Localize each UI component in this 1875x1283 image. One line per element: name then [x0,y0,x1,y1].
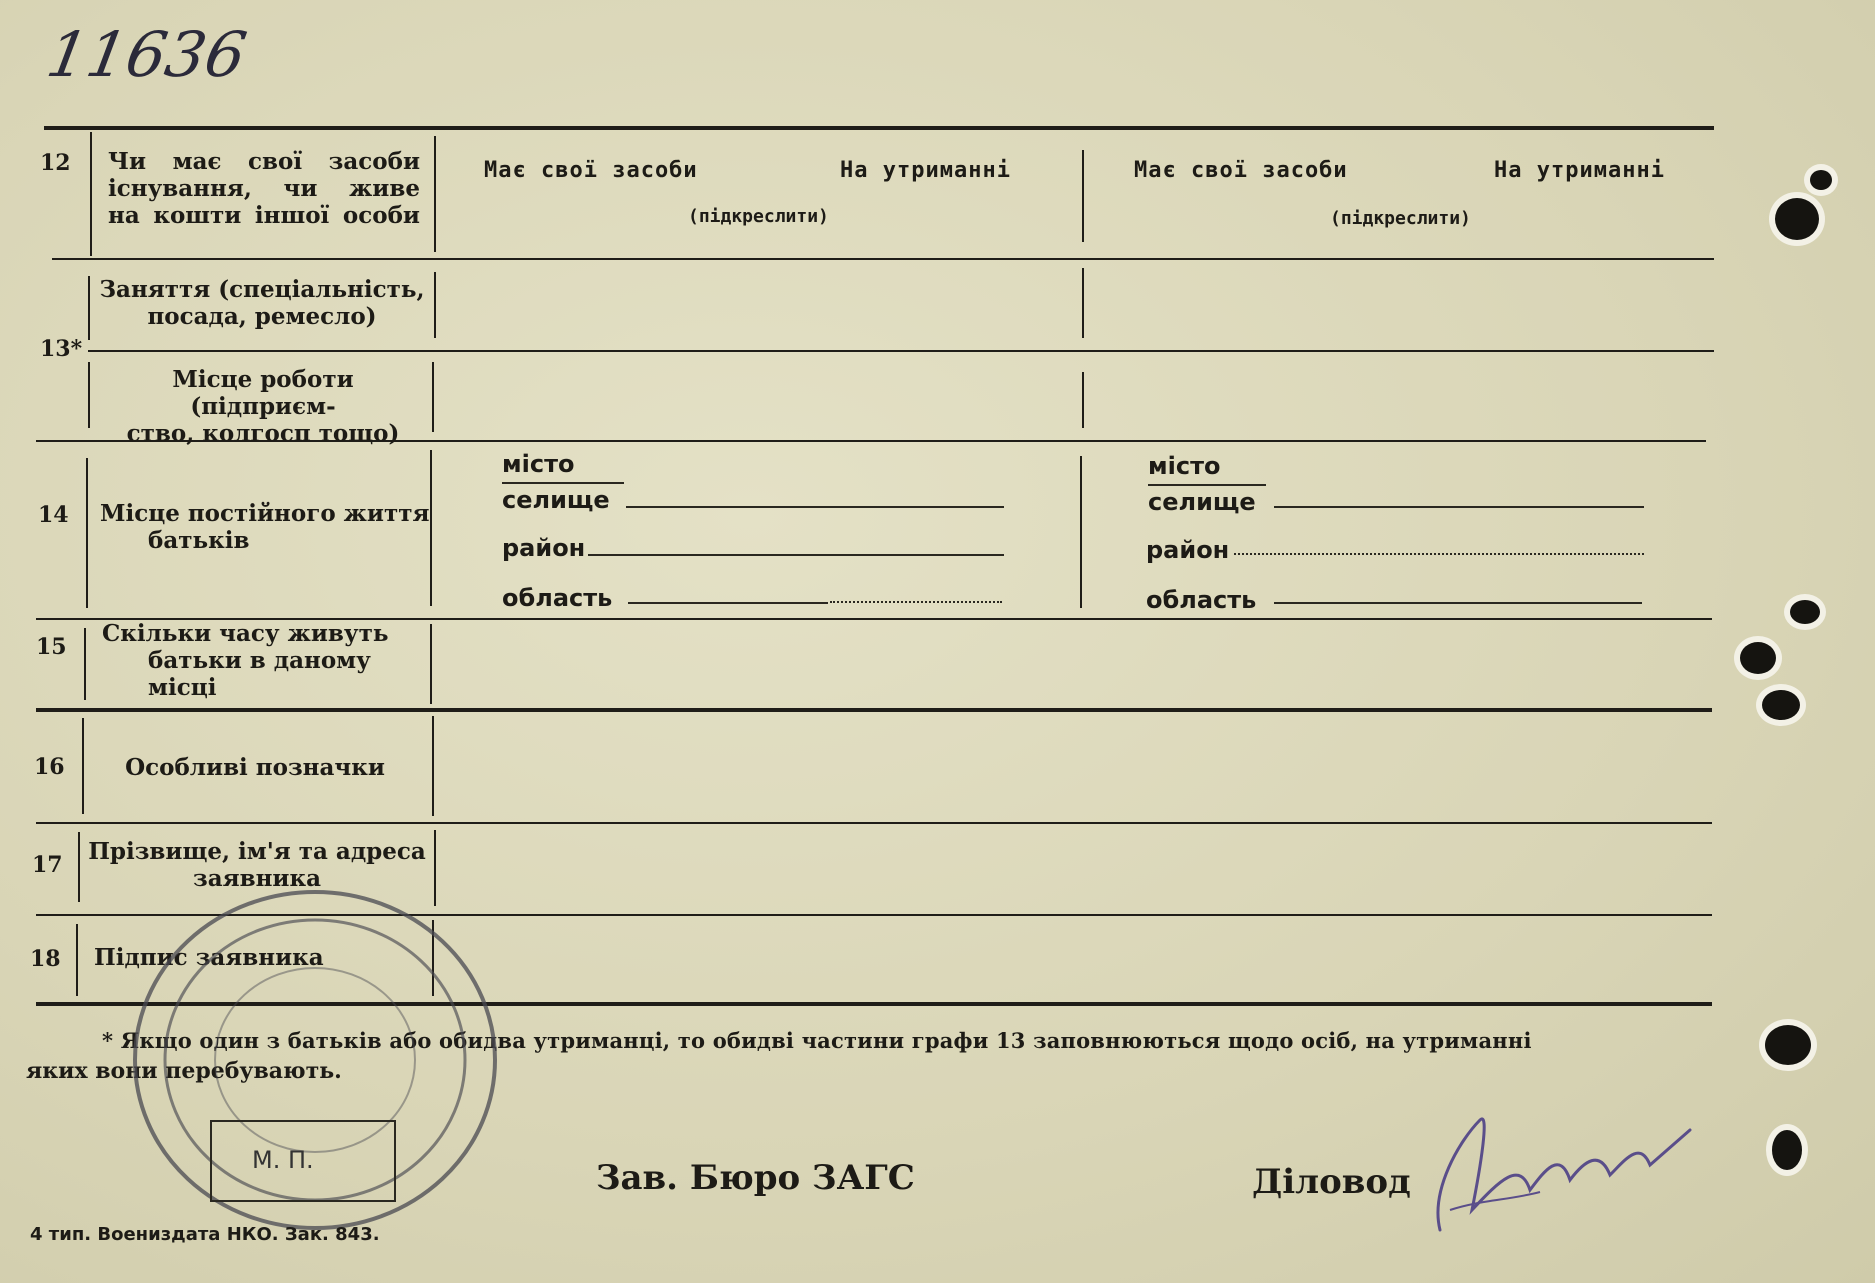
row-divider [36,822,1712,824]
option-own-means: Має свої засоби [1134,158,1348,183]
clerk-signature [1420,1080,1700,1250]
settlement-line [626,506,1004,508]
settlement-label: селище [1148,488,1256,516]
label-left-rule [86,458,88,608]
label-left-rule [88,362,90,428]
row-number-18: 18 [30,946,61,972]
region-line [1274,602,1642,604]
option-own-means: Має свої засоби [484,158,698,183]
label-left-rule [88,276,90,340]
district-label: район [1146,536,1230,564]
label-right-rule [432,362,434,432]
column-divider [1082,150,1084,242]
binder-hole [1765,1025,1811,1065]
underline-hint: (підкреслити) [688,206,829,227]
printer-note: 4 тип. Воениздата НКО. Зак. 843. [30,1224,380,1245]
handwritten-number: 11636 [41,18,252,91]
district-label: район [502,534,586,562]
label-left-rule [90,132,92,256]
label-left-rule [78,832,80,902]
underline-hint: (підкреслити) [1330,208,1471,229]
label-left-rule [76,924,78,996]
row-18-label: Підпис заявника [94,944,324,971]
table-top-rule [44,126,1714,130]
column-divider [1082,268,1084,338]
label-right-rule [432,716,434,816]
city-line [502,482,624,484]
row-number-12: 12 [40,150,71,176]
binder-hole [1790,600,1820,624]
label-right-rule [430,450,432,606]
footnote-line-2: яких вони перебувають. [26,1058,342,1084]
label-right-rule [434,136,436,252]
binder-hole [1772,1130,1802,1170]
clerk-label: Діловод [1252,1162,1411,1202]
label-right-rule [430,624,432,704]
column-divider [1080,456,1082,608]
binder-hole [1810,170,1832,190]
row-number-15: 15 [36,634,67,660]
region-label: область [1146,586,1257,614]
binder-hole [1762,690,1800,720]
binder-hole [1775,198,1819,240]
city-label: місто [1148,452,1221,480]
option-dependent: На утриманні [840,158,1011,183]
label-left-rule [84,628,86,700]
label-right-rule [434,272,436,338]
settlement-line [1274,506,1644,508]
region-line [830,601,1002,603]
stamp-box-label: М. П. [252,1146,314,1174]
row-17-label: Прізвище, ім'я та адреса заявника [88,838,426,892]
row-number-17: 17 [32,852,63,878]
label-left-rule [82,718,84,814]
city-label: місто [502,450,575,478]
row-14-label: Місце постійного життя батьків [100,500,430,554]
row-divider [36,708,1712,712]
column-divider [1082,372,1084,428]
row-16-label: Особливі позначки [125,754,385,781]
city-line [1148,484,1266,486]
footnote-line-1: * Якщо один з батьків або обидва утриманці, то обидві частини графи 13 заповнюються щодо осіб, на утриманні [102,1028,1532,1053]
region-label: область [502,584,613,612]
settlement-label: селище [502,486,610,514]
binder-hole [1740,642,1776,674]
head-registry-label: Зав. Бюро ЗАГС [596,1158,915,1198]
row-13-occupation-label: Заняття (спеціальність, посада, ремесло) [99,276,425,330]
row-number-16: 16 [34,754,65,780]
option-dependent: На утриманні [1494,158,1665,183]
row-15-label: Скільки часу живуть батьки в даному місці [102,620,389,701]
row-number-14: 14 [38,502,69,528]
row-13-workplace-label: Місце роботи (підприєм- ство, колгосп тощо) [126,366,400,447]
row-number-13: 13* [40,336,83,362]
row-divider [88,350,1714,352]
row-divider [52,258,1714,260]
district-line [588,554,1004,556]
region-line [628,602,828,604]
row-12-label: Чи має свої засоби існування, чи живе на кошти іншої особи [108,148,420,229]
district-line [1234,553,1644,555]
